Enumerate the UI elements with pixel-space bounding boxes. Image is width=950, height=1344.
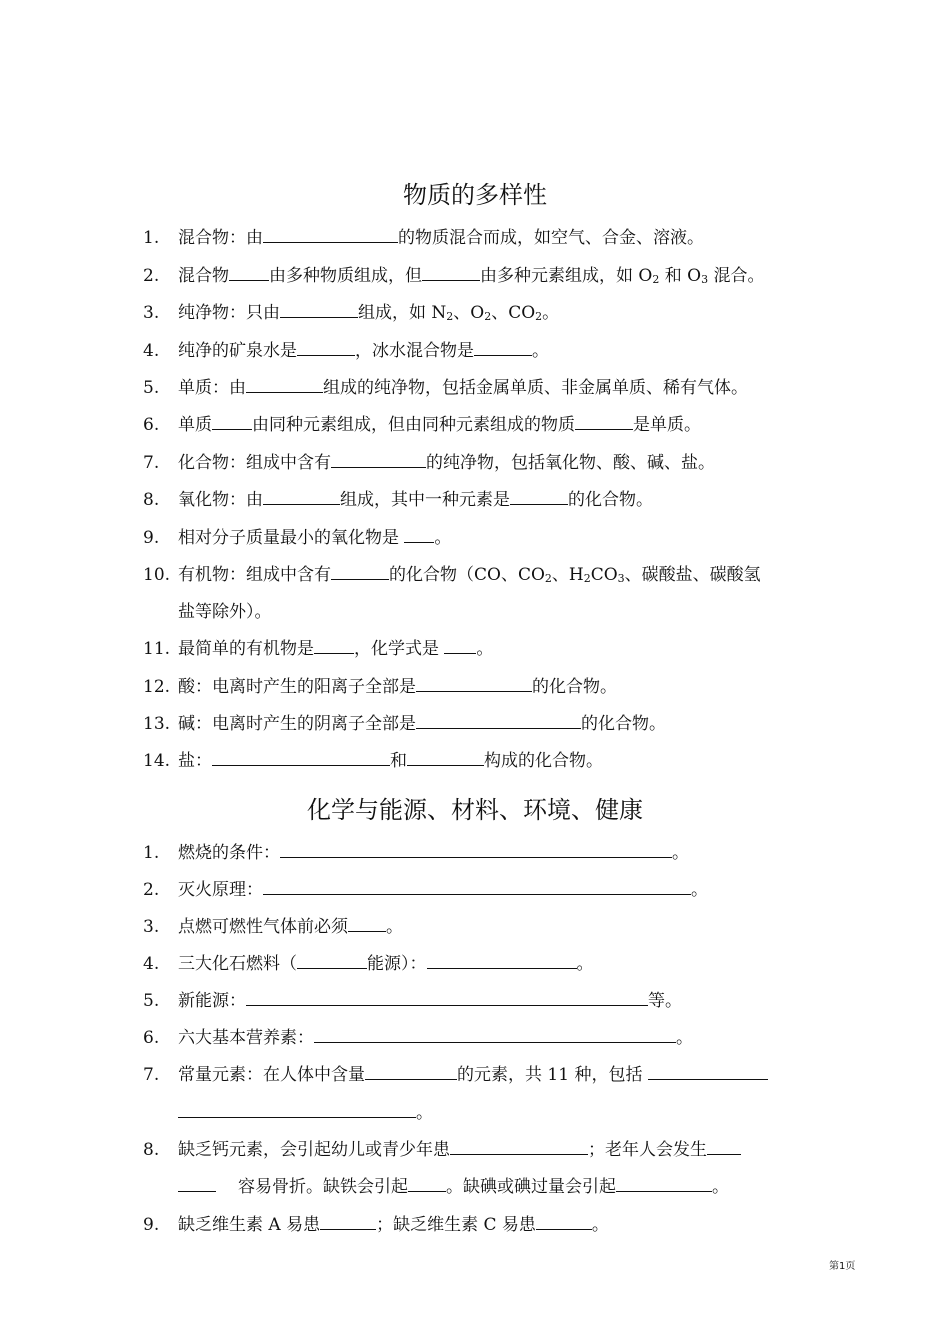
- blank: [246, 377, 323, 393]
- blank: [314, 638, 354, 654]
- blank: [422, 265, 480, 281]
- blank: [212, 414, 252, 430]
- blank: [474, 340, 532, 356]
- blank: [416, 676, 532, 692]
- blank: [314, 1027, 676, 1043]
- blank: [707, 1139, 741, 1155]
- blank: [178, 1102, 416, 1118]
- blank: [616, 1176, 712, 1192]
- blank: [178, 1176, 216, 1192]
- blank: [280, 842, 672, 858]
- blank: [229, 265, 269, 281]
- blank: [348, 916, 386, 932]
- blank: [263, 879, 691, 895]
- blank: [510, 489, 568, 505]
- blank: [263, 489, 340, 505]
- blank: [280, 302, 358, 318]
- blank: [320, 1214, 376, 1230]
- blank: [427, 953, 577, 969]
- blank: [575, 414, 633, 430]
- blank: [297, 953, 367, 969]
- blank: [444, 638, 476, 654]
- blank: [416, 713, 581, 729]
- blank: [331, 452, 426, 468]
- blank: [408, 1176, 446, 1192]
- blank: [407, 750, 484, 766]
- blank: [404, 527, 434, 543]
- blank: [536, 1214, 592, 1230]
- blank: [450, 1139, 588, 1155]
- blank: [263, 227, 398, 243]
- section-1-title: 物质的多样性: [403, 181, 547, 209]
- page-number: 第1页: [829, 1261, 856, 1272]
- blank: [365, 1064, 457, 1080]
- blank: [297, 340, 355, 356]
- blank: [648, 1064, 768, 1080]
- section-2-title: 化学与能源、材料、环境、健康: [307, 796, 643, 824]
- blank: [246, 990, 648, 1006]
- blank: [212, 750, 390, 766]
- blank: [331, 564, 389, 580]
